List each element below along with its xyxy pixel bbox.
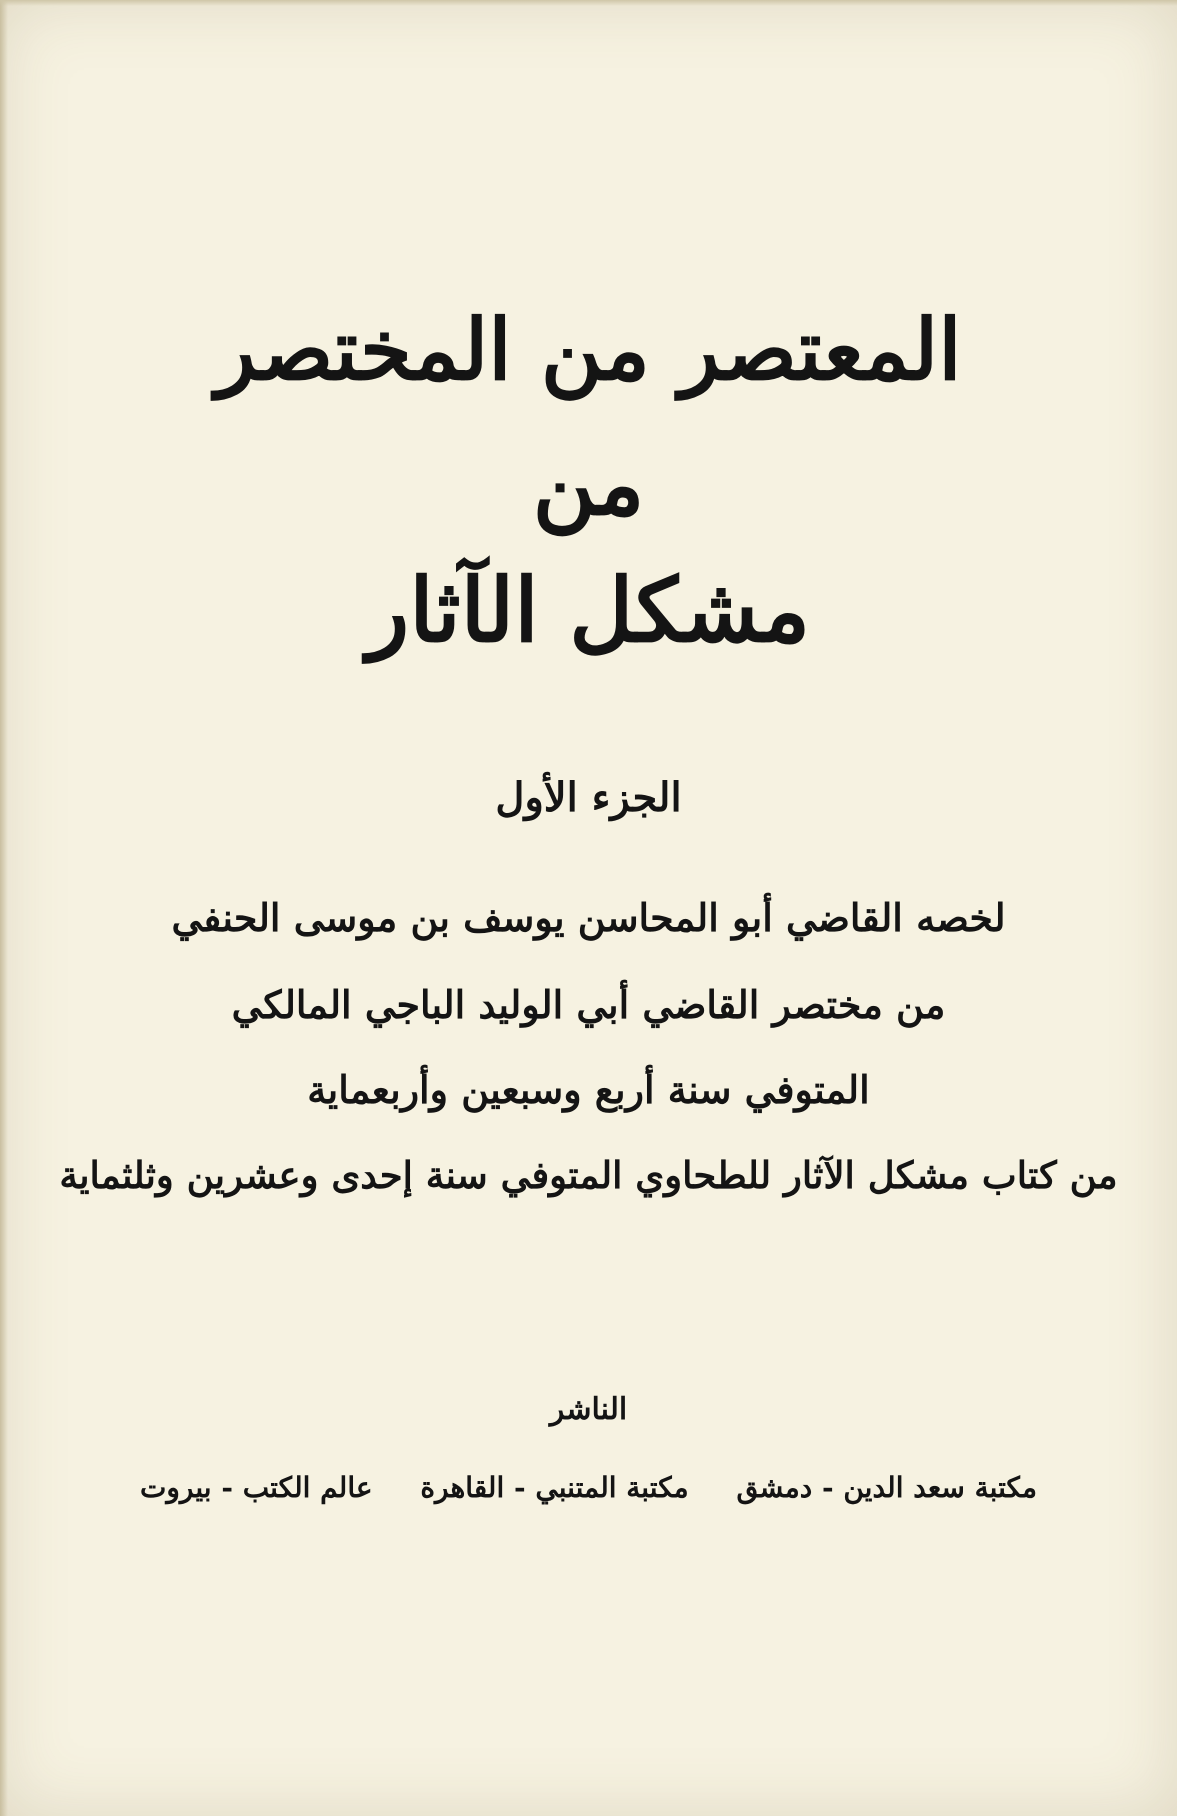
book-title-line-3: مشكل الآثار bbox=[366, 558, 811, 662]
publisher-cairo: مكتبة المتنبي - القاهرة bbox=[420, 1471, 689, 1504]
abridger-line: لخصه القاضي أبو المحاسن يوسف بن موسى الحنفي bbox=[171, 895, 1006, 940]
death-date-line: المتوفي سنة أربع وسبعين وأربعماية bbox=[307, 1067, 870, 1112]
publisher-heading: الناشر bbox=[549, 1392, 628, 1427]
page-top-shadow bbox=[0, 0, 1177, 6]
publisher-beirut: عالم الكتب - بيروت bbox=[140, 1471, 373, 1504]
volume-label: الجزء الأول bbox=[495, 774, 682, 821]
publisher-damascus: مكتبة سعد الدين - دمشق bbox=[736, 1471, 1037, 1504]
book-title-line-1: المعتصر من المختصر bbox=[215, 300, 962, 399]
publisher-list bbox=[140, 1468, 1037, 1508]
book-title-line-2: من bbox=[532, 434, 645, 535]
original-book-line: من كتاب مشكل الآثار للطحاوي المتوفي سنة إحدى وعشرين وثلثماية bbox=[59, 1153, 1118, 1197]
source-abridgement-line: من مختصر القاضي أبي الوليد الباجي المالكي bbox=[231, 982, 946, 1027]
